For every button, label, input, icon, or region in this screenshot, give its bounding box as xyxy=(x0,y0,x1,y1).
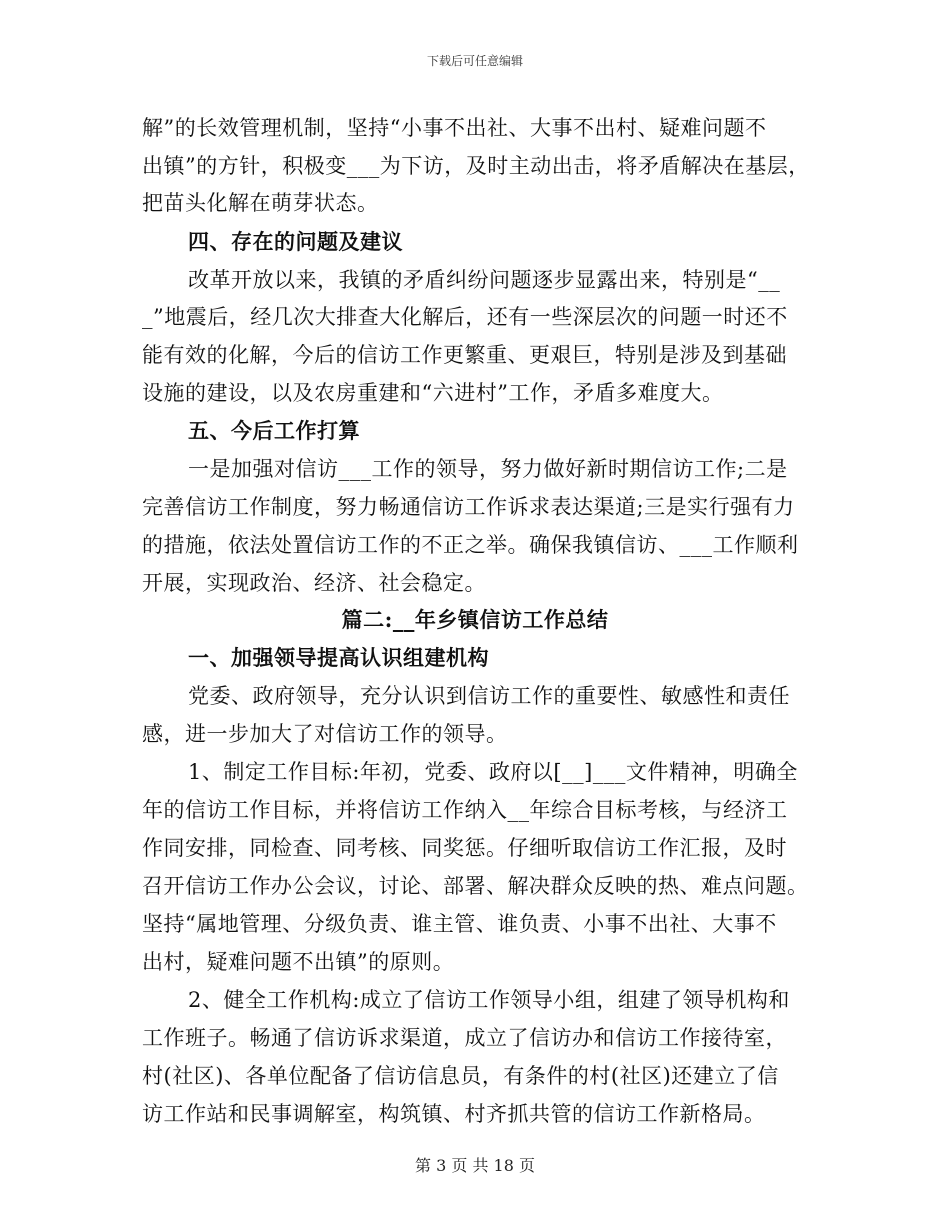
paragraph-line: 的措施，依法处置信访工作的不正之举。确保我镇信访、___工作顺利 xyxy=(142,533,799,557)
paragraph-line: 坚持“属地管理、分级负责、谁主管、谁负责、小事不出社、大事不 xyxy=(142,912,777,936)
paragraph-line: 解”的长效管理机制，坚持“小事不出社、大事不出村、疑难问题不 xyxy=(142,116,767,140)
paragraph-line: 作同安排，同检查、同考核、同奖惩。仔细听取信访工作汇报，及时 xyxy=(142,836,787,860)
page-header: 下载后可任意编辑 xyxy=(426,54,523,68)
paragraph-line: 开展，实现政治、经济、社会稳定。 xyxy=(142,571,486,595)
paragraph-line: _”地震后，经几次大排查大化解后，还有一些深层次的问题一时还不 xyxy=(142,305,788,329)
paragraph-line: 村(社区)、各单位配备了信访信息员，有条件的村(社区)还建立了信 xyxy=(142,1064,779,1088)
paragraph-line: 一是加强对信访___工作的领导，努力做好新时期信访工作;二是 xyxy=(188,457,788,481)
paragraph-line: 出村，疑难问题不出镇”的原则。 xyxy=(142,950,455,974)
section-heading: 五、今后工作打算 xyxy=(188,418,360,443)
paragraph-line: 党委、政府领导，充分认识到信访工作的重要性、敏感性和责任 xyxy=(188,684,790,708)
page-footer: 第 3 页 共 18 页 xyxy=(415,1156,535,1175)
paragraph-line: 出镇”的方针，积极变___为下访，及时主动出击，将矛盾解决在基层， xyxy=(142,154,810,178)
paragraph-line: 工作班子。畅通了信访诉求渠道，成立了信访办和信访工作接待室， xyxy=(142,1026,787,1050)
paragraph-line: 完善信访工作制度，努力畅通信访工作诉求表达渠道;三是实行强有力 xyxy=(142,495,795,519)
paragraph-line: 改革开放以来，我镇的矛盾纠纷问题逐步显露出来，特别是“__ xyxy=(188,268,781,292)
section-heading: 篇二:__年乡镇信访工作总结 xyxy=(341,607,609,632)
paragraph-line: 把苗头化解在萌芽状态。 xyxy=(142,191,379,215)
paragraph-line: 能有效的化解，今后的信访工作更繁重、更艰巨，特别是涉及到基础 xyxy=(142,343,787,367)
paragraph-line: 访工作站和民事调解室，构筑镇、村齐抓共管的信访工作新格局。 xyxy=(142,1102,766,1126)
paragraph-line: 1、制定工作目标:年初，党委、政府以[__]___文件精神，明确全 xyxy=(188,760,798,784)
paragraph-line: 设施的建设，以及农房重建和“六进村”工作，矛盾多难度大。 xyxy=(142,381,724,405)
paragraph-line: 年的信访工作目标，并将信访工作纳入__年综合目标考核，与经济工 xyxy=(142,798,788,822)
paragraph-line: 召开信访工作办公会议，讨论、部署、解决群众反映的热、难点问题。 xyxy=(142,874,809,898)
section-heading: 一、加强领导提高认识组建机构 xyxy=(188,645,489,670)
section-heading: 四、存在的问题及建议 xyxy=(188,229,403,254)
paragraph-line: 感，进一步加大了对信访工作的领导。 xyxy=(142,722,508,746)
paragraph-line: 2、健全工作机构:成立了信访工作领导小组，组建了领导机构和 xyxy=(188,988,790,1012)
